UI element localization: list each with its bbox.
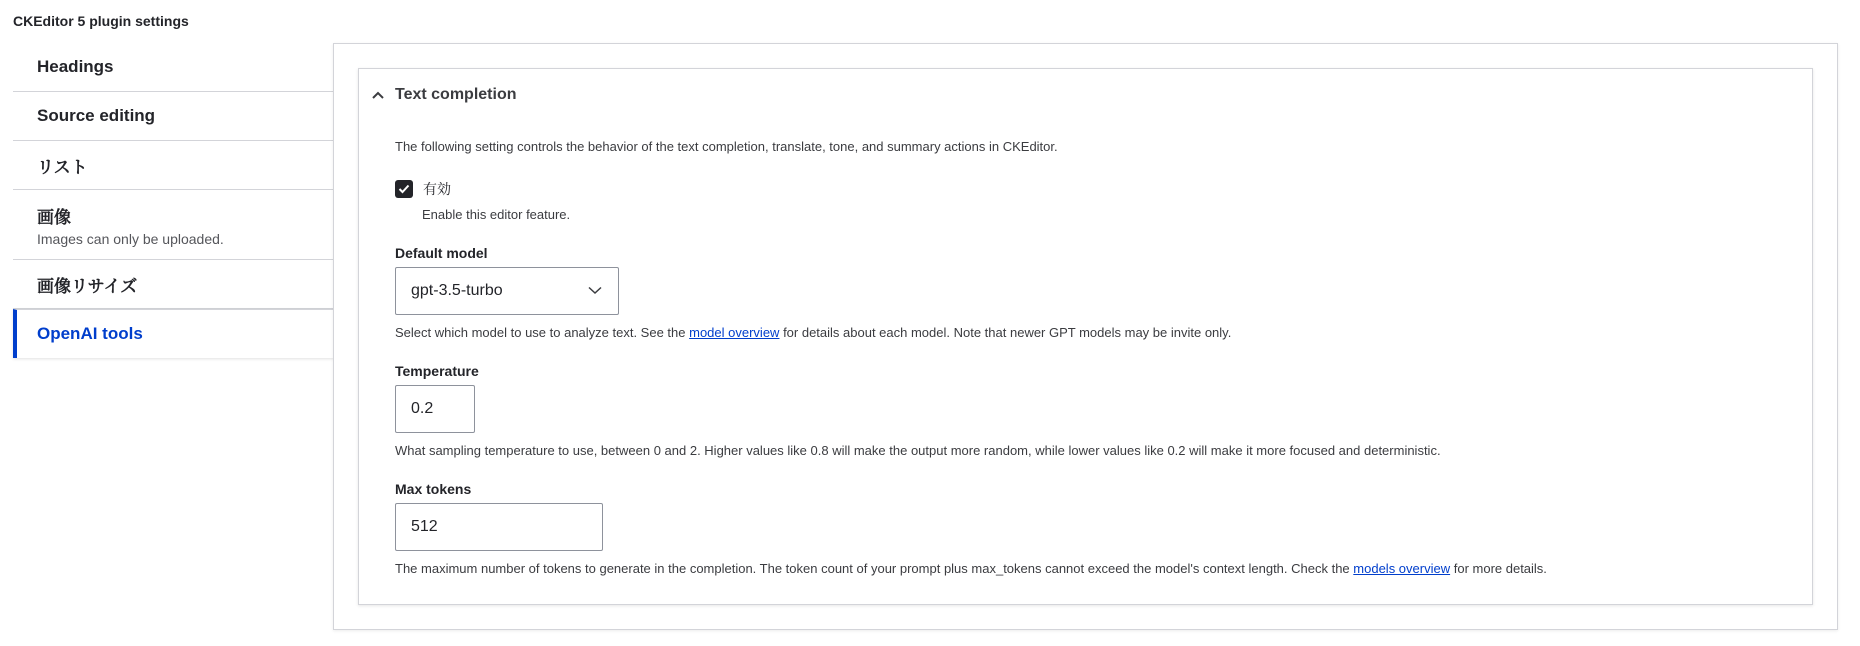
details-description: The following setting controls the behavior of the text completion, translate, tone, and summary actions in CKEditor. xyxy=(395,139,1058,154)
tab-label: Source editing xyxy=(37,106,156,125)
temperature-value: 0.2 xyxy=(411,400,434,417)
enabled-checkbox[interactable] xyxy=(395,180,413,198)
enabled-checkbox-row xyxy=(395,179,451,199)
vertical-tabs xyxy=(13,43,334,358)
max-tokens-help xyxy=(395,561,1547,576)
help-text: for more details. xyxy=(1450,561,1547,576)
checkmark-icon xyxy=(398,184,410,194)
max-tokens-label: Max tokens xyxy=(395,481,472,497)
tab-label: 画像 xyxy=(37,207,71,227)
temperature-label: Temperature xyxy=(395,363,479,379)
chevron-up-icon xyxy=(371,90,385,100)
chevron-down-icon xyxy=(588,286,602,295)
tab-panel xyxy=(333,43,1838,630)
max-tokens-input[interactable] xyxy=(395,503,603,551)
tab-headings[interactable] xyxy=(13,43,334,92)
details-title: Text completion xyxy=(395,86,517,103)
tab-openai-tools[interactable] xyxy=(13,309,334,358)
tab-image[interactable] xyxy=(13,190,334,260)
tab-label: 画像リサイズ xyxy=(37,276,138,296)
max-tokens-value: 512 xyxy=(411,518,438,535)
model-overview-link[interactable]: model overview xyxy=(689,325,780,340)
models-overview-link[interactable]: models overview xyxy=(1353,561,1451,576)
temperature-input[interactable] xyxy=(395,385,475,433)
default-model-value: gpt-3.5-turbo xyxy=(411,282,503,299)
tab-source-editing[interactable] xyxy=(13,92,334,141)
tab-label: Headings xyxy=(37,57,114,76)
default-model-label: Default model xyxy=(395,245,488,261)
tab-image-resize[interactable] xyxy=(13,260,334,309)
help-text: for details about each model. Note that newer GPT models may be invite only. xyxy=(779,325,1232,340)
help-text: Select which model to use to analyze text. See the xyxy=(395,325,690,340)
temperature-help: What sampling temperature to use, between 0 and 2. Higher values like 0.8 will make the output more random, while lower values like 0.2 will make it more focused and deterministic. xyxy=(395,443,1441,458)
enabled-label: 有効 xyxy=(423,181,451,197)
help-text: The maximum number of tokens to generate in the completion. The token count of your prompt plus max_tokens cannot exceed the model's context length. Check the xyxy=(395,561,1354,576)
tab-summary: Images can only be uploaded. xyxy=(37,230,224,247)
text-completion-details xyxy=(358,68,1813,605)
details-summary-toggle[interactable] xyxy=(371,81,517,109)
default-model-help xyxy=(395,325,1231,340)
tab-label: OpenAI tools xyxy=(37,324,143,343)
tab-list[interactable] xyxy=(13,141,334,190)
enabled-help: Enable this editor feature. xyxy=(422,207,571,222)
details-content xyxy=(395,139,1788,576)
tab-label: リスト xyxy=(37,157,88,177)
default-model-select[interactable] xyxy=(395,267,619,315)
section-title: CKEditor 5 plugin settings xyxy=(13,13,189,29)
